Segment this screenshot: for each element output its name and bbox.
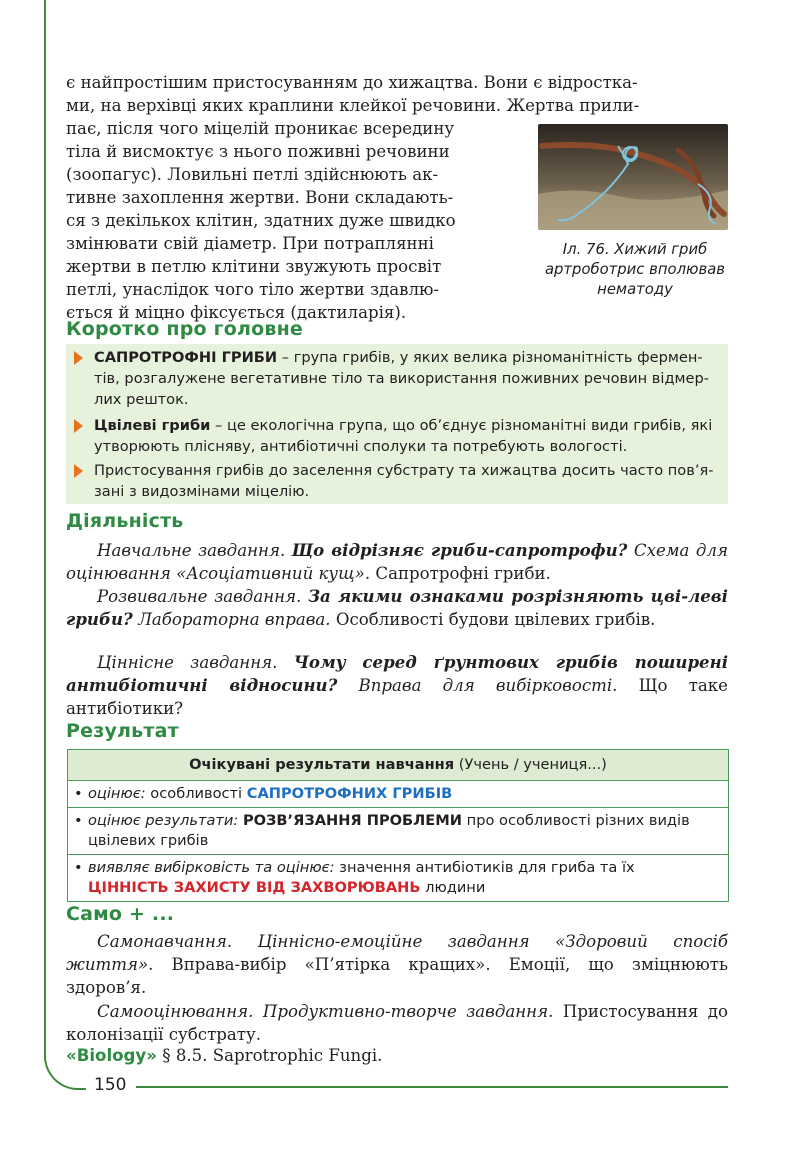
task-method: Схема для оцінювання «Асоціативний кущ». (66, 541, 728, 583)
activity-heading: Діяльність (66, 510, 184, 532)
summary-term: САПРОТРОФНІ ГРИБИ (94, 349, 278, 366)
result-verb: виявляє вибірковість та оцінює: (88, 859, 335, 876)
intro-line-1: є найпростішим пристосуванням до хижацтва. Вони є відростка- (66, 73, 638, 92)
summary-item (94, 460, 720, 502)
self-task-2 (66, 1000, 728, 1046)
task-topic: Особливості будови цвілевих грибів. (335, 610, 656, 629)
summary-box (66, 344, 728, 504)
bullet-dot-icon: • (74, 785, 83, 802)
summary-item (94, 347, 720, 410)
activity-task-2 (66, 585, 728, 631)
intro-wrap-line: (зоопагус). Ловильні петлі здійснюють ак- (66, 165, 439, 184)
result-verb: оцінює результати: (88, 812, 239, 829)
intro-wrap-line: ється й міцно фіксується (дактиларія). (66, 303, 407, 322)
intro-wrap-line: тіла й висмоктує з нього поживні речовини (66, 142, 450, 161)
figure-caption: Іл. 76. Хижий гриб артроботрис вполював нематоду (544, 241, 726, 298)
biology-link-text[interactable]: § 8.5. Saprotrophic Fungi. (156, 1046, 383, 1065)
page-number: 150 (94, 1075, 127, 1095)
task-type: Розвивальне завдання. (97, 587, 302, 606)
intro-wrap-line: пає, після чого міцелій проникає всередину (66, 119, 455, 138)
intro-wrap-text (66, 117, 518, 324)
self-task-type: Самооцінювання. Продуктивно-творче завдання. (97, 1002, 554, 1021)
summary-item (94, 415, 720, 457)
results-table-header (68, 750, 728, 781)
result-heading: Результат (66, 720, 179, 742)
result-highlight: РОЗВ’ЯЗАННЯ ПРОБЛЕМИ (242, 812, 463, 829)
intro-wrap-line: ся з декількох клітин, здатних дуже швидко (66, 211, 456, 230)
result-text: про особливості різних видів цвілевих грибів (88, 812, 690, 849)
self-task-topic: Вправа-вибір «П’ятірка кращих». Емоції, що зміцнюють здоров’я. (66, 955, 728, 997)
intro-wrap-line: змінювати свій діаметр. При потраплянні (66, 234, 434, 253)
bullet-dot-icon: • (74, 859, 83, 876)
self-heading: Само + ... (66, 903, 175, 925)
summary-text: – це екологічна група, що об’єднує різноманітні види грибів, які утворюють плісняву, антибіотичні сполуки та потребують вологості. (94, 417, 713, 455)
intro-wrap-line: тивне захоплення жертви. Вони складають- (66, 188, 454, 207)
results-row (68, 855, 728, 901)
results-row (68, 781, 728, 808)
result-highlight: САПРОТРОФНИХ ГРИБІВ (246, 785, 453, 802)
self-task-topic: Пристосування до колонізації субстрату. (66, 1002, 729, 1044)
results-header-note: (Учень / учениця...) (454, 756, 607, 773)
task-question: За якими ознаками розрізняють цві-леві гриби? (66, 586, 728, 629)
result-text-after: людини (420, 879, 486, 896)
bullet-triangle-icon (74, 419, 83, 433)
bullet-triangle-icon (74, 464, 83, 478)
results-header-title: Очікувані результати навчання (189, 756, 455, 773)
page-border-line (44, 0, 46, 1060)
biology-tag: «Biology» (66, 1046, 157, 1065)
result-highlight: ЦІННІСТЬ ЗАХИСТУ ВІД ЗАХВОРЮВАНЬ (88, 879, 421, 896)
footer-rule (136, 1086, 728, 1088)
self-task-1 (66, 930, 728, 999)
biology-reference (66, 1044, 728, 1067)
self-task-type: Самонавчання. Ціннісно-емоційне завдання «Здоровий спосіб життя». (66, 932, 728, 974)
results-row (68, 808, 728, 855)
summary-text: – група грибів, у яких велика різноманітність фермен-тів, розгалужене вегетативне тіло та використання поживних речовин відмер-лих решток. (94, 349, 710, 408)
intro-wrap-line: петлі, унаслідок чого тіло жертви здавлю- (66, 280, 440, 299)
intro-line-2: ми, на верхівці яких краплини клейкої речовини. Жертва прили- (66, 96, 640, 115)
summary-term: Цвілеві гриби (94, 417, 211, 434)
intro-paragraph (66, 71, 728, 117)
task-question: Чому серед ґрунтових грибів поширені антибіотичні відносини? (66, 652, 729, 695)
result-text: значення антибіотиків для гриба та їх (334, 859, 635, 876)
task-question: Що відрізняє гриби-сапротрофи? (291, 540, 628, 560)
task-type: Ціннісне завдання. (97, 653, 278, 672)
task-type: Навчальне завдання. (97, 541, 286, 560)
task-method: Вправа для вибірковості. (358, 676, 618, 695)
results-table (67, 749, 729, 902)
activity-task-3 (66, 651, 728, 720)
nematode-fungus-photo (538, 124, 728, 230)
bullet-triangle-icon (74, 351, 83, 365)
result-verb: оцінює: (88, 785, 146, 802)
summary-heading: Коротко про головне (66, 318, 303, 340)
task-topic: Сапротрофні гриби. (375, 564, 551, 583)
task-method: Лабораторна вправа. (138, 610, 331, 629)
bullet-dot-icon: • (74, 812, 83, 829)
summary-text: Пристосування грибів до заселення субстрату та хижацтва досить часто пов’я-зані з видозмінами міцелію. (94, 462, 714, 500)
activity-task-1 (66, 539, 728, 585)
intro-wrap-line: жертви в петлю клітини звужують просвіт (66, 257, 442, 276)
result-text: особливості (145, 785, 247, 802)
task-topic: Що таке антибіотики? (66, 676, 728, 718)
